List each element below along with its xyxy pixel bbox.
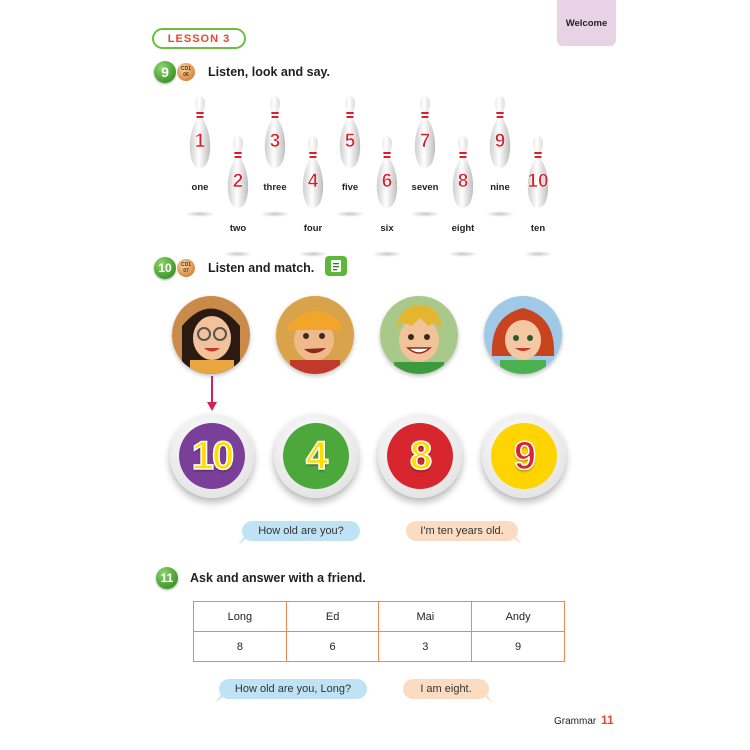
cd-track: 06 [183,72,189,78]
pin-shadow [260,211,290,217]
footer-section-label: Grammar [554,716,597,727]
pin-shadow [485,211,515,217]
cd-track: 07 [183,268,189,274]
exercise-11-title: Ask and answer with a friend. [190,571,366,585]
bubble-text: How old are you, Long? [234,683,352,695]
welcome-tab[interactable]: Welcome [557,0,616,46]
speech-bubble-answer [403,679,489,699]
pin-number: 2 [232,171,244,192]
table-cell-age: 8 [194,632,287,662]
cd-label: CD1 [180,262,191,268]
pin-shadow [523,251,553,257]
bowling-pin [301,135,325,209]
exercise-9-number: 9 [154,61,176,83]
age-table [193,601,565,662]
table-cell-name: Long [194,602,287,632]
number-label: 8 [387,423,453,489]
pin-number: 7 [419,131,431,152]
bubble-text: How old are you? [258,525,344,537]
avatar-boy-with-cap[interactable] [276,296,354,374]
pin-shadow [335,211,365,217]
speech-bubble-answer [406,521,518,541]
speech-bubble-question [219,679,367,699]
table-row [194,632,565,662]
number-word: three [263,182,287,193]
speech-bubble-question [242,521,360,541]
number-word: five [341,182,359,193]
bowling-pin [188,95,212,169]
bowling-pin [488,95,512,169]
number-word: one [191,182,209,193]
number-button-9[interactable] [482,414,566,498]
number-word: seven [411,182,439,193]
number-word: ten [530,223,546,234]
pin-number: 5 [344,131,356,152]
pin-number: 3 [269,131,281,152]
table-cell-age: 9 [472,632,565,662]
exercise-10-number: 10 [154,257,176,279]
lesson-label: LESSON 3 [152,28,246,49]
bowling-pin [526,135,550,209]
bowling-pin [338,95,362,169]
avatar-red-haired-girl[interactable] [484,296,562,374]
table-cell-age: 6 [286,632,379,662]
table-cell-name: Mai [379,602,472,632]
pin-number: 6 [381,171,393,192]
bowling-pin [226,135,250,209]
cd-label: CD1 [180,66,191,72]
number-word: eight [451,223,475,234]
table-cell-age: 3 [379,632,472,662]
pin-shadow [223,251,253,257]
bowling-pin [413,95,437,169]
avatar-blond-boy[interactable] [380,296,458,374]
number-label: 9 [491,423,557,489]
pin-number: 9 [494,131,506,152]
match-arrow-icon [205,376,219,412]
number-word: six [380,223,394,234]
pin-shadow [372,251,402,257]
cd-track-icon[interactable] [176,258,196,278]
pin-number: 1 [194,131,206,152]
number-button-8[interactable] [378,414,462,498]
pin-number: 10 [527,171,549,192]
pin-shadow [410,211,440,217]
bubble-text: I am eight. [420,683,472,695]
table-cell-name: Andy [472,602,565,632]
pin-shadow [448,251,478,257]
page-number: 11 [601,713,614,727]
number-word: four [303,223,323,234]
bowling-pin [375,135,399,209]
avatar-girl-with-glasses[interactable] [172,296,250,374]
pin-number: 8 [457,171,469,192]
table-cell-name: Ed [286,602,379,632]
workbook-icon[interactable] [325,256,347,276]
number-word: two [229,223,247,234]
number-button-10[interactable] [170,414,254,498]
pin-shadow [185,211,215,217]
bowling-pin [451,135,475,209]
number-button-4[interactable] [274,414,358,498]
exercise-9-title: Listen, look and say. [208,65,331,79]
table-row [194,602,565,632]
exercise-11-number: 11 [156,567,178,589]
bowling-pin [263,95,287,169]
number-label: 10 [179,423,245,489]
pin-number: 4 [307,171,319,192]
cd-track-icon[interactable] [176,62,196,82]
bubble-text: I'm ten years old. [420,525,504,537]
number-word: nine [490,182,510,193]
number-label: 4 [283,423,349,489]
pin-shadow [298,251,328,257]
exercise-10-title: Listen and match. [208,261,315,275]
